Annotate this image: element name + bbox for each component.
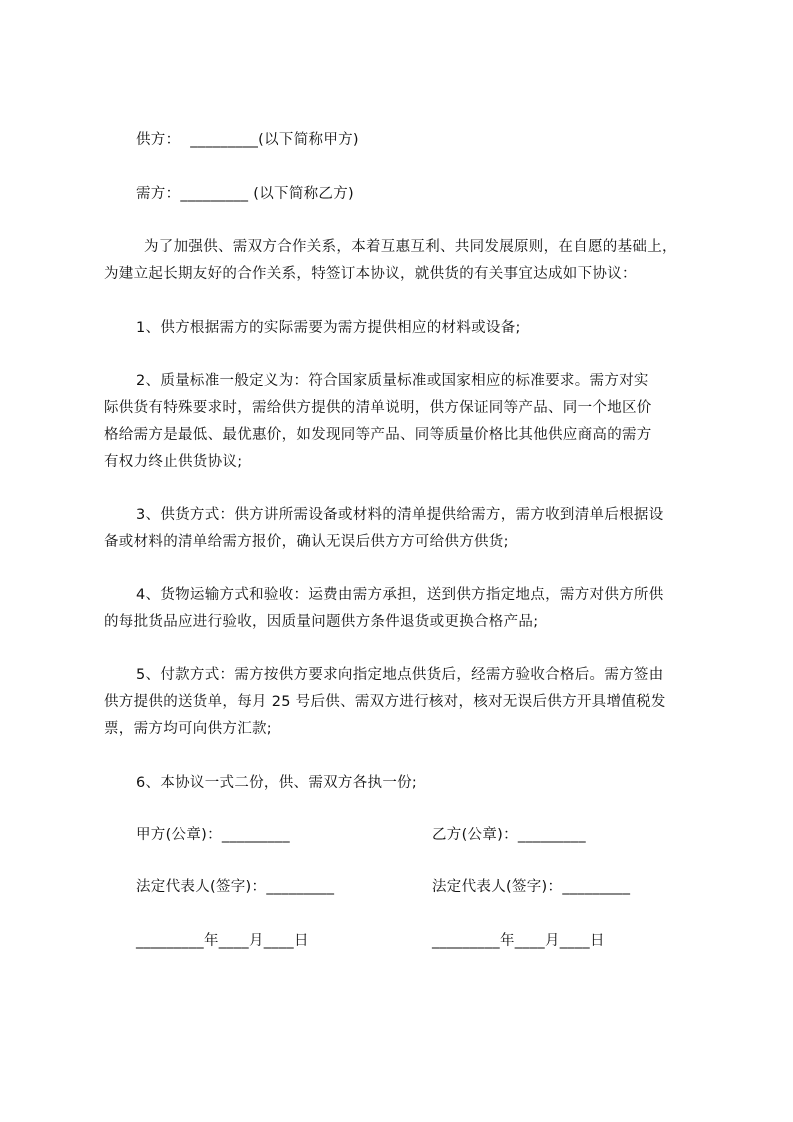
clause-4-line-2: 的每批货品应进行验收，因质量问题供方条件退货或更换合格产品; <box>104 614 539 630</box>
clause-1-line-1: 1、供方根据需方的实际需要为需方提供相应的材料或设备; <box>136 320 521 336</box>
buyer-line: 需方：_________ (以下简称乙方) <box>136 186 354 202</box>
clause-3-line-2: 备或材料的清单给需方报价，确认无误后供方方可给供方供货; <box>104 534 509 550</box>
party-b-seal: 乙方(公章)：_________ <box>432 827 586 843</box>
party-a-date: _________年____月____日 <box>136 933 309 949</box>
intro-line-2: 为建立起长期友好的合作关系，特签订本协议，就供货的有关事宜达成如下协议： <box>104 266 637 282</box>
clause-2-line-1: 2、质量标准一般定义为：符合国家质量标准或国家相应的标准要求。需方对实 <box>136 373 649 389</box>
clause-4-line-1: 4、货物运输方式和验收：运费由需方承担，送到供方指定地点，需方对供方所供 <box>136 587 664 603</box>
clause-2-line-4: 有权力终止供货协议; <box>104 454 243 470</box>
party-a-rep: 法定代表人(签字)：_________ <box>136 879 335 895</box>
clause-5-line-1: 5、付款方式：需方按供方要求向指定地点供货后，经需方验收合格后。需方签由 <box>136 667 664 683</box>
party-a-seal: 甲方(公章)：_________ <box>136 827 290 843</box>
party-b-date: _________年____月____日 <box>432 933 605 949</box>
clause-2-line-3: 格给需方是最低、最优惠价，如发现同等产品、同等质量价格比其他供应商高的需方 <box>104 427 652 443</box>
clause-5-line-2: 供方提供的送货单，每月 25 号后供、需双方进行核对，核对无误后供方开具增值税发 <box>104 694 666 710</box>
clause-2-line-2: 际供货有特殊要求时，需给供方提供的清单说明，供方保证同等产品、同一个地区价 <box>104 400 652 416</box>
intro-line-1: 为了加强供、需双方合作关系，本着互惠互利、共同发展原则，在自愿的基础上， <box>144 239 677 255</box>
supplier-line: 供方： _________(以下简称甲方) <box>136 132 359 148</box>
party-b-rep: 法定代表人(签字)：_________ <box>432 879 631 895</box>
clause-5-line-3: 票，需方均可向供方汇款; <box>104 721 272 737</box>
clause-6-line-1: 6、本协议一式二份，供、需双方各执一份; <box>136 775 418 791</box>
clause-3-line-1: 3、供货方式：供方讲所需设备或材料的清单提供给需方，需方收到清单后根据设 <box>136 507 664 523</box>
